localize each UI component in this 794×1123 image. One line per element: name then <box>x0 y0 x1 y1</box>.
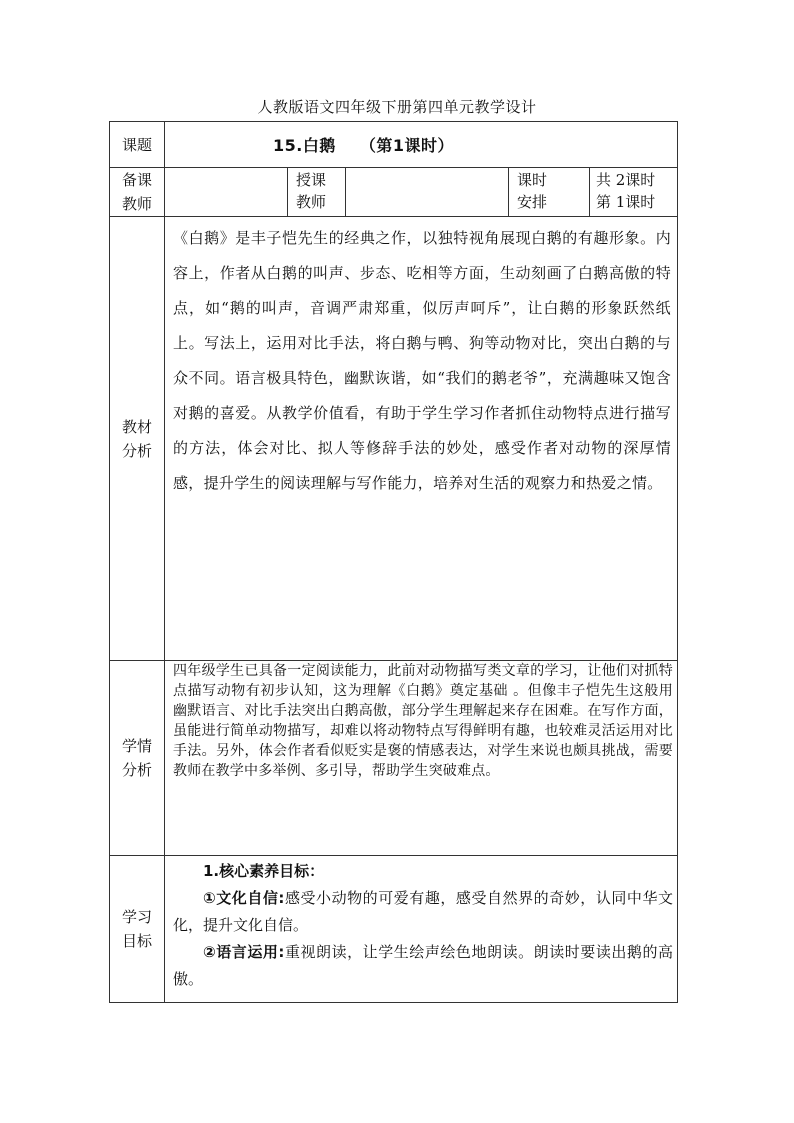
teaching-teacher-label: 授课 教师 <box>288 168 346 217</box>
goal2-text: 重视朗读，让学生绘声绘色地朗读。朗读时要读出鹅的高傲。 <box>173 943 673 988</box>
prep-teacher-value <box>165 168 288 217</box>
goals-row <box>110 856 678 1003</box>
topic-row <box>110 122 678 168</box>
lesson-title-cell <box>165 122 678 168</box>
textbook-analysis-label: 教材 分析 <box>110 217 165 661</box>
lesson-title: 15.白鹅 <box>273 136 336 155</box>
learning-goals-cell <box>165 856 678 1003</box>
prep-teacher-label: 备课 教师 <box>110 168 165 217</box>
learning-row <box>110 661 678 856</box>
teaching-teacher-value <box>346 168 509 217</box>
lesson-session: （第1课时） <box>359 136 454 155</box>
goals-heading: 1.核心素养目标： <box>203 862 325 880</box>
textbook-analysis-text: 《白鹅》是丰子恺先生的经典之作，以独特视角展现白鹅的有趣形象。内容上，作者从白鹅的叫声、步态、吃相等方面，生动刻画了白鹅高傲的特点，如“鹅的叫声，音调严肃郑重，似厉声呵斥”，让白鹅的形象跃然纸上。写法上，运用对比手法，将白鹅与鸭、狗等动物对比，突出白鹅的与众不同。语言极具特色，幽默诙谐，如“我们的鹅老爷”，充满趣味又饱含对鹅的喜爱。从教学价值看，有助于学生学习作者抓住动物特点进行描写的方法，体会对比、拟人等修辞手法的妙处，感受作者对动物的深厚情感，提升学生的阅读理解与写作能力，培养对生活的观察力和热爱之情。 <box>165 217 678 661</box>
goal-cultural-confidence <box>173 885 673 939</box>
learning-analysis-text: 四年级学生已具备一定阅读能力，此前对动物描写类文章的学习，让他们对抓特点描写动物有初步认知，这为理解《白鹅》奠定基础 。但像丰子恺先生这般用幽默语言、对比手法突出白鹅高傲，部分学生理解起来存在困难。在写作方面，虽能进行简单动物描写，却难以将动物特点写得鲜明有趣，也较难灵活运用对比手法。另外，体会作者看似贬实是褒的情感表达，对学生来说也颇具挑战，需要教师在教学中多举例、多引导，帮助学生突破难点。 <box>165 661 678 856</box>
goal2-label: ②语言运用: <box>203 943 285 961</box>
schedule-value: 共 2课时 第 1课时 <box>590 168 678 217</box>
learning-analysis-label: 学情 分析 <box>110 661 165 856</box>
learning-goals-label: 学习 目标 <box>110 856 165 1003</box>
goal1-text: 感受小动物的可爱有趣，感受自然界的奇妙，认同中华文化，提升文化自信。 <box>173 889 673 934</box>
textbook-row <box>110 217 678 661</box>
document-title: 人教版语文四年级下册第四单元教学设计 <box>257 98 537 116</box>
lesson-plan-table <box>109 121 678 1003</box>
schedule-label: 课时 安排 <box>509 168 590 217</box>
teacher-row <box>110 168 678 217</box>
goal1-label: ①文化自信: <box>203 889 285 907</box>
goal-language-use <box>173 939 673 993</box>
topic-label: 课题 <box>110 122 165 168</box>
